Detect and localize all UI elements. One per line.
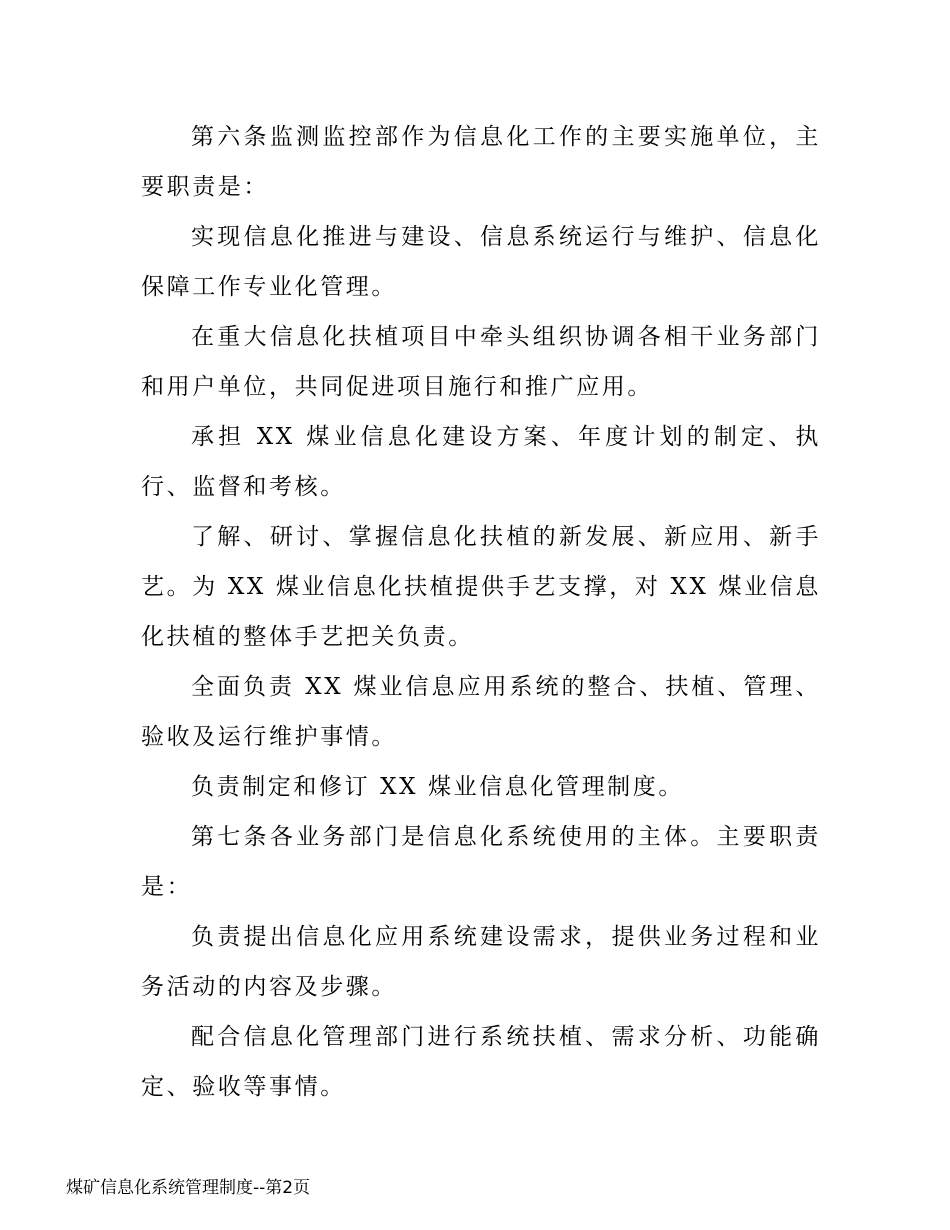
- paragraph-duty-2: 在重大信息化扶植项目中牵头组织协调各相干业务部门和用户单位，共同促进项目施行和推广应用。: [141, 324, 821, 400]
- paragraph-article-6: 第六条监测监控部作为信息化工作的主要实施单位，主要职责是：: [141, 124, 821, 200]
- paragraph-duty-4: 了解、研讨、掌握信息化扶植的新发展、新应用、新手艺。为 XX 煤业信息化扶植提供手艺支撑，对 XX 煤业信息化扶植的整体手艺把关负责。: [141, 524, 821, 650]
- paragraph-dept-duty-2: 配合信息化管理部门进行系统扶植、需求分析、功能确定、验收等事情。: [141, 1024, 821, 1100]
- paragraph-dept-duty-1: 负责提出信息化应用系统建设需求，提供业务过程和业务活动的内容及步骤。: [141, 924, 821, 1000]
- paragraph-article-7: 第七条各业务部门是信息化系统使用的主体。主要职责是：: [141, 824, 821, 900]
- paragraph-duty-6: 负责制定和修订 XX 煤业信息化管理制度。: [191, 774, 684, 800]
- paragraph-duty-1: 实现信息化推进与建设、信息系统运行与维护、信息化保障工作专业化管理。: [141, 224, 821, 300]
- paragraph-duty-3: 承担 XX 煤业信息化建设方案、年度计划的制定、执行、监督和考核。: [141, 424, 821, 500]
- document-body: [141, 112, 821, 1112]
- page-footer: 煤矿信息化系统管理制度--第2页: [66, 1178, 311, 1198]
- paragraph-duty-5: 全面负责 XX 煤业信息应用系统的整合、扶植、管理、验收及运行维护事情。: [141, 674, 821, 750]
